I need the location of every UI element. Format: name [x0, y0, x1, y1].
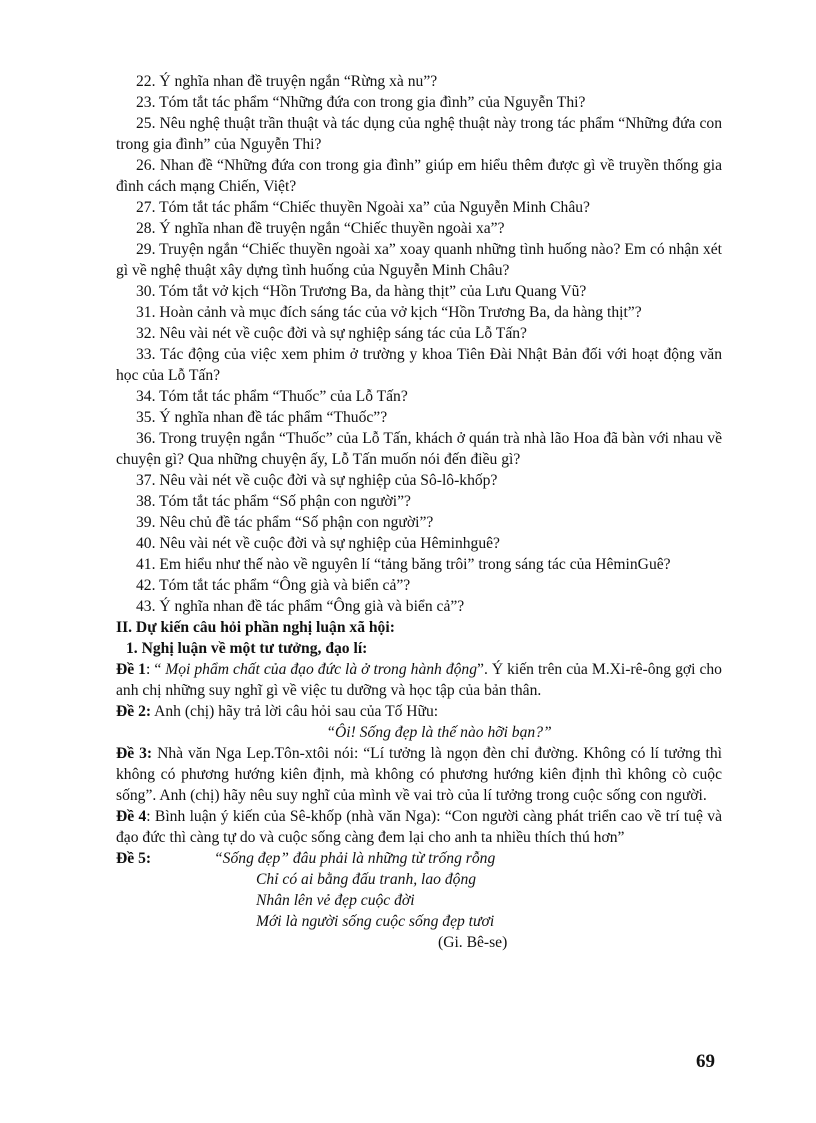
- topic-3: [116, 743, 722, 806]
- topic-2-text: Anh (chị) hãy trả lời câu hỏi sau của Tố Hữu:: [151, 703, 439, 720]
- question-38: 38. Tóm tắt tác phẩm “Số phận con người”?: [136, 493, 411, 510]
- question-41: 41. Em hiểu như thế nào về nguyên lí “tảng băng trôi” trong sáng tác của HêminGuê?: [136, 556, 671, 573]
- question-34: 34. Tóm tắt tác phẩm “Thuốc” của Lỗ Tấn?: [136, 388, 408, 405]
- topic-1-text: ”. Ý kiến trên của M.Xi-rê-ông gợi cho anh chị những suy nghĩ gì về việc tu dưỡng và học tập của bản thân.: [116, 661, 722, 699]
- document-body: [116, 71, 722, 958]
- topic-3-label: Đề 3:: [116, 745, 153, 762]
- topic-1-separator: : “: [145, 661, 166, 678]
- question-31: 31. Hoàn cảnh và mục đích sáng tác của vở kịch “Hồn Trương Ba, da hàng thịt”?: [136, 304, 642, 321]
- topic-5-label: Đề 5:: [116, 850, 152, 867]
- poem-line-3: Nhân lên vẻ đẹp cuộc đời: [256, 892, 415, 909]
- question-35: 35. Ý nghĩa nhan đề tác phẩm “Thuốc”?: [136, 409, 388, 426]
- question-42: 42. Tóm tắt tác phẩm “Ông già và biển cả”?: [136, 577, 411, 594]
- topic-1: [116, 659, 722, 701]
- question-26: 26. Nhan đề “Những đứa con trong gia đình” giúp em hiểu thêm được gì về truyền thống gia đình cách mạng Chiến, Việt?: [116, 157, 722, 195]
- question-43: 43. Ý nghĩa nhan đề tác phẩm “Ông già và biển cả”?: [136, 598, 465, 615]
- question-30: 30. Tóm tắt vở kịch “Hồn Trương Ba, da hàng thịt” của Lưu Quang Vũ?: [136, 283, 587, 300]
- topic-2-label: Đề 2:: [116, 703, 152, 720]
- topic-1-quote: Mọi phẩm chất của đạo đức là ở trong hành động: [165, 661, 478, 678]
- subsection-heading: 1. Nghị luận về một tư tưởng, đạo lí:: [126, 640, 368, 657]
- question-22: 22. Ý nghĩa nhan đề truyện ngắn “Rừng xà nu”?: [136, 73, 438, 90]
- topic-4-label: Đề 4: [116, 808, 147, 825]
- question-40: 40. Nêu vài nét về cuộc đời và sự nghiệp của Hêminhguê?: [136, 535, 500, 552]
- question-33: 33. Tác động của việc xem phim ở trường y khoa Tiên Đài Nhật Bản đối với hoạt động văn học của Lỗ Tấn?: [116, 346, 722, 384]
- question-36: 36. Trong truyện ngắn “Thuốc” của Lỗ Tấn, khách ở quán trà nhà lão Hoa đã bàn với nhau về chuyện gì? Qua những chuyện ấy, Lỗ Tấn muốn nói đến điều gì?: [116, 430, 722, 468]
- poem-line-1: “Sống đẹp” đâu phải là những từ trống rỗng: [214, 850, 496, 867]
- page-number: 69: [696, 1051, 715, 1072]
- question-39: 39. Nêu chủ đề tác phẩm “Số phận con người”?: [136, 514, 434, 531]
- question-28: 28. Ý nghĩa nhan đề truyện ngắn “Chiếc thuyền ngoài xa”?: [136, 220, 505, 237]
- question-23: 23. Tóm tắt tác phẩm “Những đứa con trong gia đình” của Nguyễn Thi?: [136, 94, 586, 111]
- question-29: 29. Truyện ngắn “Chiếc thuyền ngoài xa” xoay quanh những tình huống nào? Em có nhận xét gì về nghệ thuật xây dựng tình huống của Nguyễn Minh Châu?: [116, 241, 722, 279]
- topic-3-text: Nhà văn Nga Lep.Tôn-xtôi nói: “Lí tưởng là ngọn đèn chỉ đường. Không có lí tưởng thì không có phương hướng kiên định, mà không có phương hướng kiên định thì không cò cuộc sống”. Anh (chị) hãy nêu suy nghĩ của mình về vai trò của lí tưởng trong cuộc sống con người.: [116, 745, 722, 804]
- topic-4: [116, 806, 722, 848]
- topic-5: [116, 848, 722, 958]
- topic-2: [116, 701, 722, 722]
- poem-line-2: Chỉ có ai bằng đấu tranh, lao động: [256, 871, 477, 888]
- topic-4-text: : Bình luận ý kiến của Sê-khốp (nhà văn Nga): “Con người càng phát triển cao về trí tuệ và đạo đức thì càng tự do và cuộc sống càng đem lại cho anh ta nhiều thích thú hơn”: [116, 808, 722, 846]
- topic-1-label: Đề 1: [116, 661, 146, 678]
- poem-line-4: Mới là người sống cuộc sống đẹp tươi: [256, 913, 495, 930]
- section-heading: II. Dự kiến câu hỏi phần nghị luận xã hội:: [116, 619, 395, 636]
- question-27: 27. Tóm tắt tác phẩm “Chiếc thuyền Ngoài xa” của Nguyễn Minh Châu?: [136, 199, 590, 216]
- question-32: 32. Nêu vài nét về cuộc đời và sự nghiệp sáng tác của Lỗ Tấn?: [136, 325, 527, 342]
- question-25: 25. Nêu nghệ thuật trần thuật và tác dụng của nghệ thuật này trong tác phẩm “Những đứa con trong gia đình” của Nguyễn Thi?: [116, 115, 722, 153]
- poem-author: (Gi. Bê-se): [438, 934, 508, 951]
- question-37: 37. Nêu vài nét về cuộc đời và sự nghiệp của Sô-lô-khốp?: [136, 472, 498, 489]
- topic-2-quote: “Ôi! Sống đẹp là thế nào hỡi bạn?”: [326, 724, 552, 741]
